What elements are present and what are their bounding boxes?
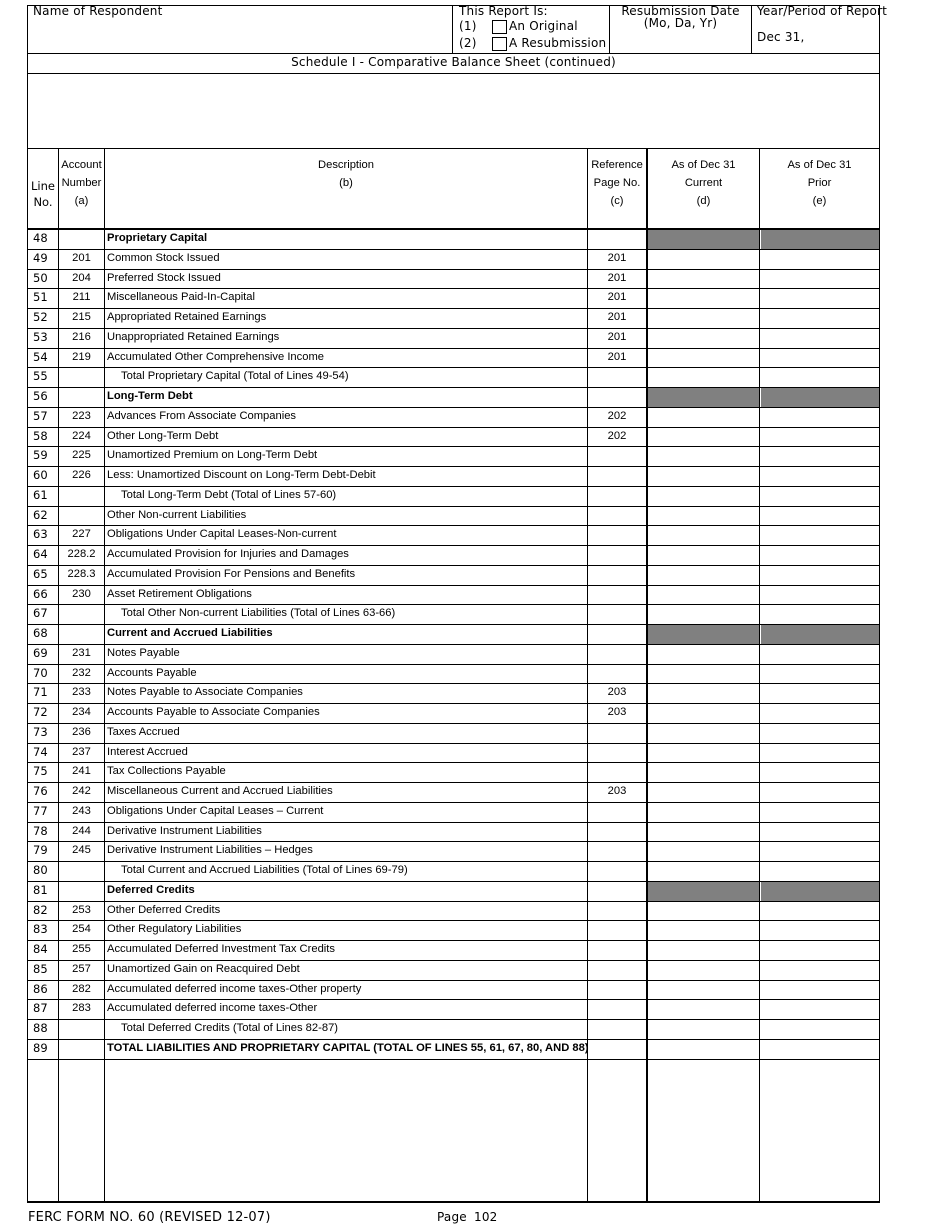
line-number: 73 (33, 724, 48, 739)
amount-current-cell[interactable] (648, 428, 759, 447)
amount-current-cell[interactable] (648, 724, 759, 743)
shaded-cell-current (648, 230, 759, 249)
amount-current-cell[interactable] (648, 546, 759, 565)
amount-current-cell[interactable] (648, 447, 759, 466)
year-period-value: Dec 31, (757, 30, 805, 44)
account-number: 237 (72, 745, 91, 758)
row-description: Obligations Under Capital Leases-Non-current (107, 528, 337, 541)
line-number: 51 (33, 290, 48, 305)
account-number: 225 (72, 449, 91, 462)
amount-current-cell[interactable] (648, 487, 759, 506)
row-description: Total Long-Term Debt (Total of Lines 57-60) (121, 488, 337, 501)
col-line-header: Line No. (31, 179, 55, 209)
line-number: 63 (33, 527, 48, 542)
account-number: 228.2 (67, 548, 96, 560)
amount-current-cell[interactable] (648, 961, 759, 980)
amount-prior-cell[interactable] (761, 329, 879, 348)
amount-prior-cell[interactable] (761, 526, 879, 545)
reference-page: 203 (607, 785, 627, 797)
amount-current-cell[interactable] (648, 526, 759, 545)
row-description: Total Other Non-current Liabilities (Total of Lines 63-66) (121, 607, 396, 620)
row-description: Unappropriated Retained Earnings (107, 330, 280, 343)
account-number: 223 (72, 409, 91, 422)
line-number: 87 (33, 1001, 48, 1016)
amount-prior-cell[interactable] (761, 1040, 879, 1059)
amount-current-cell[interactable] (648, 645, 759, 664)
row-description: Common Stock Issued (107, 251, 220, 264)
amount-prior-cell[interactable] (761, 309, 879, 328)
amount-current-cell[interactable] (648, 921, 759, 940)
row-description: Appropriated Retained Earnings (107, 311, 267, 323)
line-number: 58 (33, 428, 48, 443)
line-number: 82 (33, 902, 48, 917)
row-description: Notes Payable (107, 646, 180, 659)
amount-prior-cell[interactable] (761, 250, 879, 269)
line-number: 70 (33, 665, 48, 680)
line-number: 50 (33, 270, 48, 285)
account-number: 228.3 (67, 567, 96, 580)
row-description: Total Current and Accrued Liabilities (Total of Lines 69-79) (121, 864, 408, 876)
amount-current-cell[interactable] (648, 270, 759, 289)
row-description: Other Long-Term Debt (107, 429, 219, 442)
line-number: 68 (33, 626, 48, 640)
shaded-cell-current (648, 388, 759, 407)
row-description: Other Non-current Liabilities (107, 508, 247, 521)
resubmission-date-format: (Mo, Da, Yr) (643, 16, 718, 30)
amount-current-cell[interactable] (648, 862, 759, 881)
col-account-header: Account Number (a) (61, 159, 102, 207)
line-number: 78 (33, 823, 48, 838)
option1-number: (1) (459, 19, 477, 33)
amount-prior-cell[interactable] (761, 368, 879, 387)
amount-prior-cell[interactable] (761, 645, 879, 664)
reference-page: 201 (607, 311, 627, 323)
account-number: 211 (72, 291, 91, 304)
col-reference-header: Reference Page No. (c) (591, 159, 643, 207)
reference-page: 201 (607, 251, 627, 264)
row-description: Less: Unamortized Discount on Long-Term Debt-Debit (107, 469, 376, 481)
row-description: Accumulated deferred income taxes-Other property (107, 982, 362, 995)
reference-page: 202 (607, 409, 627, 422)
year-period-label: Year/Period of Report (757, 4, 888, 18)
amount-current-cell[interactable] (648, 566, 759, 585)
account-number: 227 (72, 528, 91, 541)
line-number: 54 (33, 349, 48, 364)
amount-current-cell[interactable] (648, 1000, 759, 1019)
row-description: Obligations Under Capital Leases – Current (107, 804, 324, 817)
account-number: 236 (72, 725, 91, 738)
account-number: 257 (72, 962, 91, 975)
account-number: 255 (72, 943, 91, 955)
amount-prior-cell[interactable] (761, 724, 879, 743)
row-description: Preferred Stock Issued (107, 271, 221, 284)
line-number: 59 (33, 448, 48, 463)
account-number: 201 (72, 251, 91, 264)
line-number: 52 (33, 310, 48, 324)
col-prior-header: As of Dec 31 Prior (e) (787, 159, 852, 207)
amount-prior-cell[interactable] (761, 289, 879, 308)
amount-prior-cell[interactable] (761, 744, 879, 763)
row-description: Accumulated Other Comprehensive Income (107, 350, 325, 363)
row-description: Proprietary Capital (107, 232, 208, 244)
account-number: 242 (72, 785, 91, 797)
line-number: 53 (33, 329, 48, 344)
amount-prior-cell[interactable] (761, 921, 879, 940)
amount-current-cell[interactable] (648, 250, 759, 269)
line-number: 55 (33, 369, 48, 384)
row-description: Taxes Accrued (107, 725, 180, 738)
option2-number: (2) (459, 36, 477, 50)
line-number: 61 (33, 487, 48, 502)
line-number: 89 (33, 1040, 48, 1055)
account-number: 282 (72, 982, 91, 995)
resubmission-checkbox[interactable] (492, 37, 507, 51)
amount-current-cell[interactable] (648, 1020, 759, 1039)
amount-current-cell[interactable] (648, 823, 759, 842)
amount-current-cell[interactable] (648, 309, 759, 328)
amount-prior-cell[interactable] (761, 546, 879, 565)
line-number: 66 (33, 586, 48, 601)
page-label: Page (437, 1210, 467, 1224)
line-number: 80 (33, 863, 48, 877)
shaded-cell-prior (761, 388, 879, 407)
row-description: TOTAL LIABILITIES AND PROPRIETARY CAPITAL (TOTAL OF LINES 55, 61, 67, 80, AND 88) (107, 1041, 589, 1054)
amount-prior-cell[interactable] (761, 763, 879, 782)
amount-prior-cell[interactable] (761, 349, 879, 368)
amount-current-cell[interactable] (648, 704, 759, 723)
row-description: Accounts Payable (107, 666, 197, 679)
row-description: Deferred Credits (107, 883, 195, 896)
account-number: 230 (72, 587, 91, 600)
page-number: 102 (474, 1210, 498, 1224)
row-description: Derivative Instrument Liabilities (107, 824, 262, 837)
account-number: 226 (72, 469, 91, 481)
account-number: 283 (72, 1002, 91, 1015)
row-description: Accounts Payable to Associate Companies (107, 706, 320, 718)
line-number: 49 (33, 250, 48, 265)
amount-prior-cell[interactable] (761, 270, 879, 289)
amount-current-cell[interactable] (648, 941, 759, 960)
line-number: 72 (33, 705, 48, 719)
amount-current-cell[interactable] (648, 507, 759, 526)
account-number: 215 (72, 311, 91, 323)
account-number: 241 (72, 765, 91, 778)
amount-prior-cell[interactable] (761, 842, 879, 861)
amount-current-cell[interactable] (648, 783, 759, 802)
row-separator (27, 1059, 880, 1060)
amount-prior-cell[interactable] (761, 428, 879, 447)
amount-current-cell[interactable] (648, 665, 759, 684)
row-description: Interest Accrued (107, 745, 188, 758)
amount-current-cell[interactable] (648, 1040, 759, 1059)
original-checkbox[interactable] (492, 20, 507, 34)
amount-prior-cell[interactable] (761, 684, 879, 703)
row-description: Other Deferred Credits (107, 903, 221, 916)
amount-prior-cell[interactable] (761, 961, 879, 980)
line-number: 84 (33, 942, 48, 956)
row-description: Unamortized Gain on Reacquired Debt (107, 962, 300, 975)
account-number: 232 (72, 666, 91, 679)
amount-current-cell[interactable] (648, 289, 759, 308)
line-number: 88 (33, 1021, 48, 1035)
amount-prior-cell[interactable] (761, 783, 879, 802)
account-number: 231 (72, 646, 91, 659)
row-description: Accumulated Deferred Investment Tax Credits (107, 943, 335, 955)
reference-page: 201 (607, 330, 627, 343)
form-label: FERC FORM NO. 60 (REVISED 12-07) (28, 1210, 271, 1225)
account-number: 243 (72, 804, 91, 817)
amount-current-cell[interactable] (648, 408, 759, 427)
reference-page: 202 (607, 429, 627, 442)
account-number: 219 (72, 350, 91, 363)
row-description: Advances From Associate Companies (107, 409, 297, 422)
amount-prior-cell[interactable] (761, 981, 879, 1000)
row-description: Tax Collections Payable (107, 765, 226, 778)
reference-page: 201 (607, 271, 627, 284)
amount-current-cell[interactable] (648, 467, 759, 486)
line-number: 69 (33, 645, 48, 660)
amount-prior-cell[interactable] (761, 507, 879, 526)
respondent-label: Name of Respondent (33, 4, 163, 18)
line-number: 65 (33, 566, 48, 581)
row-description: Miscellaneous Current and Accrued Liabilities (107, 785, 333, 797)
account-number: 234 (72, 706, 91, 718)
resubmission-date-label: Resubmission Date (621, 4, 740, 18)
option1-label: An Original (509, 19, 578, 33)
amount-prior-cell[interactable] (761, 862, 879, 881)
amount-current-cell[interactable] (648, 803, 759, 822)
row-description: Accumulated Provision For Pensions and Benefits (107, 567, 356, 580)
row-description: Notes Payable to Associate Companies (107, 686, 303, 699)
amount-current-cell[interactable] (648, 763, 759, 782)
row-description: Accumulated Provision for Injuries and Damages (107, 548, 349, 560)
row-description: Other Regulatory Liabilities (107, 923, 242, 936)
reference-page: 203 (607, 686, 627, 699)
row-description: Total Deferred Credits (Total of Lines 82-87) (121, 1022, 339, 1034)
amount-prior-cell[interactable] (761, 447, 879, 466)
report-is-label: This Report Is: (459, 4, 548, 18)
account-number: 204 (72, 271, 91, 284)
reference-page: 201 (607, 291, 627, 304)
line-number: 83 (33, 922, 48, 937)
line-number: 85 (33, 961, 48, 976)
header-separator (27, 228, 880, 229)
amount-current-cell[interactable] (648, 684, 759, 703)
line-number: 56 (33, 389, 48, 403)
col-description-header: Description (b) (318, 159, 374, 189)
amount-current-cell[interactable] (648, 902, 759, 921)
account-number: 216 (72, 330, 91, 343)
amount-prior-cell[interactable] (761, 902, 879, 921)
line-number: 79 (33, 843, 48, 858)
amount-prior-cell[interactable] (761, 1000, 879, 1019)
amount-current-cell[interactable] (648, 744, 759, 763)
amount-current-cell[interactable] (648, 586, 759, 605)
reference-page: 203 (607, 706, 627, 718)
shaded-cell-prior (761, 882, 879, 901)
account-number: 224 (72, 429, 91, 442)
line-number: 57 (33, 408, 48, 423)
line-number: 77 (33, 803, 48, 818)
line-number: 64 (33, 547, 48, 561)
amount-current-cell[interactable] (648, 605, 759, 624)
amount-prior-cell[interactable] (761, 566, 879, 585)
row-description: Derivative Instrument Liabilities – Hedges (107, 844, 313, 857)
amount-prior-cell[interactable] (761, 941, 879, 960)
line-number: 76 (33, 784, 48, 798)
row-description: Unamortized Premium on Long-Term Debt (107, 449, 318, 462)
amount-current-cell[interactable] (648, 329, 759, 348)
account-number: 245 (72, 844, 91, 857)
amount-current-cell[interactable] (648, 842, 759, 861)
account-number: 244 (72, 824, 91, 837)
line-number: 62 (33, 507, 48, 522)
amount-prior-cell[interactable] (761, 605, 879, 624)
amount-prior-cell[interactable] (761, 823, 879, 842)
shaded-cell-current (648, 882, 759, 901)
amount-prior-cell[interactable] (761, 665, 879, 684)
row-description: Current and Accrued Liabilities (107, 627, 273, 639)
amount-current-cell[interactable] (648, 349, 759, 368)
account-number: 233 (72, 686, 91, 699)
line-number: 74 (33, 744, 48, 759)
amount-prior-cell[interactable] (761, 803, 879, 822)
line-number: 67 (33, 606, 48, 621)
amount-current-cell[interactable] (648, 981, 759, 1000)
col-current-header: As of Dec 31 Current (d) (671, 159, 736, 207)
row-description: Total Proprietary Capital (Total of Lines 49-54) (121, 370, 349, 383)
line-number: 60 (33, 468, 48, 482)
amount-prior-cell[interactable] (761, 1020, 879, 1039)
line-number: 81 (33, 882, 48, 897)
account-number: 254 (72, 923, 91, 936)
schedule-title: Schedule I - Comparative Balance Sheet (continued) (291, 55, 616, 69)
shaded-cell-current (648, 625, 759, 644)
amount-prior-cell[interactable] (761, 487, 879, 506)
line-number: 75 (33, 764, 48, 779)
amount-prior-cell[interactable] (761, 467, 879, 486)
shaded-cell-prior (761, 625, 879, 644)
account-number: 253 (72, 903, 91, 916)
row-description: Long-Term Debt (107, 390, 193, 402)
row-description: Miscellaneous Paid-In-Capital (107, 291, 255, 304)
line-number: 71 (33, 685, 48, 700)
amount-prior-cell[interactable] (761, 586, 879, 605)
option2-label: A Resubmission (509, 36, 607, 50)
amount-prior-cell[interactable] (761, 704, 879, 723)
row-description: Accumulated deferred income taxes-Other (107, 1002, 318, 1015)
amount-prior-cell[interactable] (761, 408, 879, 427)
line-number: 48 (33, 231, 48, 245)
line-number: 86 (33, 981, 48, 996)
amount-current-cell[interactable] (648, 368, 759, 387)
shaded-cell-prior (761, 230, 879, 249)
reference-page: 201 (607, 350, 627, 363)
row-description: Asset Retirement Obligations (107, 587, 252, 600)
